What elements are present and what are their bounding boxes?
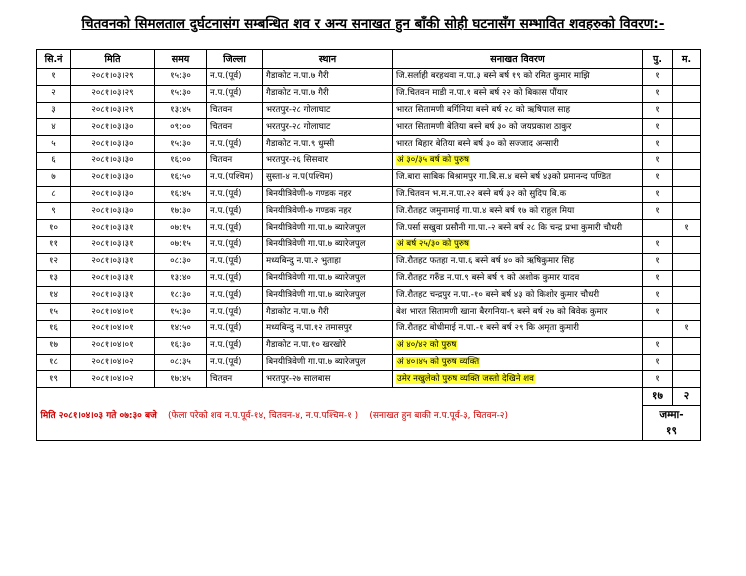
row-detail: जि.रौतहट जमुनामाई गा.पा.४ बस्ने बर्ष १७ को राहुल मिया (393, 203, 643, 220)
row-male: १ (643, 85, 673, 102)
row-date: २०८१।०४।०२ (71, 371, 155, 388)
row-place: गैडाकोट न.पा.७ गैरी (263, 304, 393, 321)
row-female (673, 371, 701, 388)
row-place: भरतपुर-२८ गोलाघाट (263, 119, 393, 136)
highlighted-detail: उमेर नखुलेको पुरुष व्यक्ति जस्तो देखिने शव (397, 373, 534, 384)
row-sn: १० (37, 220, 71, 237)
row-time: १३:४५ (155, 102, 207, 119)
row-date: २०८१।०४।०१ (71, 304, 155, 321)
table-row (37, 220, 701, 237)
row-male: १ (643, 203, 673, 220)
row-time: ०७:१५ (155, 236, 207, 253)
row-sn: १८ (37, 354, 71, 371)
row-district: चितवन (207, 119, 263, 136)
row-sn: १५ (37, 304, 71, 321)
table-row (37, 169, 701, 186)
row-female (673, 354, 701, 371)
row-detail: जि.पर्सा सखुवा प्रसौनी गा.पा.-२ बस्ने बर्ष २८ कि चन्द्र प्रभा कुमारी चौधरी (393, 220, 643, 237)
row-male: १ (643, 102, 673, 119)
table-row (37, 253, 701, 270)
row-date: २०८१।०३।३० (71, 169, 155, 186)
table-row (37, 320, 701, 337)
row-sn: १६ (37, 320, 71, 337)
row-detail: जि.बारा साबिक बिश्रामपुर गा.बि.स.४ बस्ने बर्ष ४३को प्रमानन्द पण्डित (393, 169, 643, 186)
row-date: २०८१।०४।०१ (71, 337, 155, 354)
row-time: १५:३० (155, 69, 207, 86)
row-time: १५:३० (155, 85, 207, 102)
row-place: भरतपुर-२८ गोलाघाट (263, 102, 393, 119)
row-sn: ४ (37, 119, 71, 136)
row-female (673, 152, 701, 169)
col-header-time: समय (155, 50, 207, 69)
row-female (673, 119, 701, 136)
row-date: २०८१।०३।३१ (71, 236, 155, 253)
row-place: बिनयीत्रिवेणी गा.पा.७ ब्यारेजपुल (263, 220, 393, 237)
row-date: २०८१।०३।३० (71, 136, 155, 153)
row-time: १५:३० (155, 304, 207, 321)
highlighted-detail: अं ३०/३५ बर्ष को पुरुष (397, 155, 469, 166)
row-place: बिनयीत्रिवेणी-७ गण्डक नहर (263, 186, 393, 203)
table-row (37, 203, 701, 220)
total-male: १७ (643, 388, 673, 406)
table-row (37, 371, 701, 388)
row-district: चितवन (207, 371, 263, 388)
row-male: १ (643, 169, 673, 186)
row-sn: १४ (37, 287, 71, 304)
totals-row (37, 388, 701, 406)
row-date: २०८१।०३।३० (71, 152, 155, 169)
row-sn: १ (37, 69, 71, 86)
row-date: २०८१।०३।२९ (71, 85, 155, 102)
table-row (37, 287, 701, 304)
row-time: १६:०० (155, 152, 207, 169)
row-place: मध्यबिन्दु न.पा.१२ तमासपुर (263, 320, 393, 337)
row-date: २०८१।०४।०१ (71, 320, 155, 337)
row-male: १ (643, 287, 673, 304)
row-detail: जि.रौतहट फतहा न.पा.६ बस्ने बर्ष ४० को ऋषिकुमार सिह (393, 253, 643, 270)
row-detail: भारत सितामणी बर्गिनिया बस्ने बर्ष २८ को ऋषिपाल साह (393, 102, 643, 119)
row-district: न.प.(पश्चिम) (207, 169, 263, 186)
row-detail (393, 371, 643, 388)
row-place: बिनयीत्रिवेणी गा.पा.७ ब्यारेजपुल (263, 287, 393, 304)
row-place: बिनयीत्रिवेणी-७ गण्डक नहर (263, 203, 393, 220)
highlighted-detail: अं बर्ष २५/३० को पुरुष (397, 239, 469, 250)
summary-footer (41, 408, 621, 421)
row-date: २०८१।०३।३१ (71, 253, 155, 270)
row-male: १ (643, 136, 673, 153)
row-detail: जि.रौतहट चन्द्रपुर न.पा.-१० बस्ने बर्ष ४३ को किशोर कुमार चौधरी (393, 287, 643, 304)
row-date: २०८१।०३।२९ (71, 102, 155, 119)
row-female (673, 253, 701, 270)
row-male: १ (643, 270, 673, 287)
total-female: २ (673, 388, 701, 406)
table-row (37, 85, 701, 102)
row-sn: ५ (37, 136, 71, 153)
row-date: २०८१।०३।२९ (71, 69, 155, 86)
row-place: भरतपुर-२६ सिसवार (263, 152, 393, 169)
row-male: १ (643, 186, 673, 203)
col-header-male: पु. (643, 50, 673, 69)
col-header-place: स्थान (263, 50, 393, 69)
row-detail: जि.सर्लाही बरहथवा न.पा.३ बस्ने बर्ष १९ को रमित कुमार माझि (393, 69, 643, 86)
table-row (37, 136, 701, 153)
row-male: १ (643, 371, 673, 388)
row-detail: जि.चितवन माडी न.पा.१ बस्ने बर्ष २२ को बिकास पौंयार (393, 85, 643, 102)
row-date: २०८१।०३।३१ (71, 270, 155, 287)
row-place: सुस्ता-४ न.प(पश्चिम) (263, 169, 393, 186)
row-male: १ (643, 236, 673, 253)
table-row (37, 236, 701, 253)
row-sn: ३ (37, 102, 71, 119)
col-header-district: जिल्ला (207, 50, 263, 69)
report-datetime: मिति २०८१।०४।०३ गते ०७:३० बजे (40, 411, 157, 422)
row-sn: ७ (37, 169, 71, 186)
row-time: १३:४० (155, 270, 207, 287)
row-female: १ (673, 220, 701, 237)
col-header-female: म. (673, 50, 701, 69)
document-title: चितवनको सिमलताल दुर्घटनासंग सम्बन्धित शव र अन्य सनाखत हुन बाँकी सोही घटनासँग सम्भावित शवहरुको विवरण:- (81, 16, 665, 32)
row-sn: ९ (37, 203, 71, 220)
row-detail: जि.रौतहट बोधीमाई न.पा.-१ बस्ने बर्ष २९ कि अमृता कुमारी (393, 320, 643, 337)
table-row (37, 102, 701, 119)
row-time: ०७:१५ (155, 220, 207, 237)
row-detail: भारत बिहार बेतिया बस्ने बर्ष ३० को सज्जाद अन्सारी (393, 136, 643, 153)
row-district: न.प.(पूर्व) (207, 304, 263, 321)
row-female (673, 85, 701, 102)
row-district: न.प.(पूर्व) (207, 270, 263, 287)
row-female (673, 270, 701, 287)
row-district: न.प.(पूर्व) (207, 320, 263, 337)
pending-identification-summary: (सनाखत हुन बाकी न.प.पूर्व-३, चितवन-२) (369, 411, 509, 422)
row-detail: जि.रौतहट गरुँड न.पा.९ बस्ने बर्ष ९ को अशोक कुमार यादव (393, 270, 643, 287)
grand-total-cell (643, 406, 701, 441)
row-date: २०८१।०३।३१ (71, 220, 155, 237)
row-place: गैडाकोट न.पा.१० खरखोरे (263, 337, 393, 354)
table-row (37, 270, 701, 287)
row-sn: १३ (37, 270, 71, 287)
row-district: न.प.(पूर्व) (207, 253, 263, 270)
row-male: १ (643, 152, 673, 169)
row-sn: १९ (37, 371, 71, 388)
row-district: न.प.(पूर्व) (207, 186, 263, 203)
row-female (673, 287, 701, 304)
row-district: न.प.(पूर्व) (207, 69, 263, 86)
row-time: १६:५० (155, 169, 207, 186)
col-header-detail: सनाखत विवरण (393, 50, 643, 69)
table-row (37, 69, 701, 86)
table-row (37, 304, 701, 321)
row-place: बिनयीत्रिवेणी गा.पा.७ ब्यारेजपुल (263, 354, 393, 371)
grand-total-value: १९ (666, 425, 677, 438)
row-male: १ (643, 304, 673, 321)
row-detail: जि.चितवन भ.म.न.पा.२२ बस्ने बर्ष ३२ को सुदिप बि.क (393, 186, 643, 203)
row-male: १ (643, 119, 673, 136)
highlighted-detail: अं ४०।४५ को पुरुष व्यक्ति (397, 356, 480, 367)
row-date: २०८१।०३।३१ (71, 287, 155, 304)
row-date: २०८१।०३।३० (71, 186, 155, 203)
row-male (643, 220, 673, 237)
row-female (673, 203, 701, 220)
row-time: १५:३० (155, 136, 207, 153)
row-place: बिनयीत्रिवेणी गा.पा.७ ब्यारेजपुल (263, 236, 393, 253)
row-sn: ६ (37, 152, 71, 169)
incident-table (36, 49, 701, 441)
row-time: १७:३० (155, 203, 207, 220)
row-sn: ८ (37, 186, 71, 203)
row-female: १ (673, 320, 701, 337)
row-time: १७:४५ (155, 371, 207, 388)
row-detail (393, 337, 643, 354)
row-detail (393, 236, 643, 253)
table-row (37, 354, 701, 371)
table-row (37, 119, 701, 136)
row-district: चितवन (207, 152, 263, 169)
row-sn: २ (37, 85, 71, 102)
row-time: ०९:०० (155, 119, 207, 136)
row-male (643, 320, 673, 337)
row-sn: ११ (37, 236, 71, 253)
table-row (37, 186, 701, 203)
row-time: १६:३० (155, 337, 207, 354)
row-female (673, 102, 701, 119)
table-row (37, 152, 701, 169)
row-detail (393, 354, 643, 371)
row-female (673, 169, 701, 186)
row-male: १ (643, 354, 673, 371)
row-place: गैडाकोट न.पा.७ गैरी (263, 69, 393, 86)
row-district: न.प.(पूर्व) (207, 136, 263, 153)
row-date: २०८१।०४।०२ (71, 354, 155, 371)
table-header-row (37, 50, 701, 69)
row-district: न.प.(पूर्व) (207, 236, 263, 253)
row-time: १६:४५ (155, 186, 207, 203)
row-time: १४:५० (155, 320, 207, 337)
found-bodies-summary: (फेला परेको शव न.प.पूर्व-१४, चितवन-४, न.प.पश्चिम-१ ) (167, 411, 359, 422)
row-female (673, 186, 701, 203)
row-time: १८:३० (155, 287, 207, 304)
row-district: चितवन (207, 102, 263, 119)
table-row (37, 337, 701, 354)
row-time: ०८:३५ (155, 354, 207, 371)
row-sn: १२ (37, 253, 71, 270)
row-district: न.प.(पूर्व) (207, 287, 263, 304)
col-header-sn: सि.नं (37, 50, 71, 69)
row-place: बिनयीत्रिवेणी गा.पा.७ ब्यारेजपुल (263, 270, 393, 287)
grand-total-label: जम्मा- (659, 409, 684, 422)
row-detail (393, 152, 643, 169)
row-detail: बेश भारत सितामणी खाना बैरगनिया-९ बस्ने बर्ष २७ को बिवेक कुमार (393, 304, 643, 321)
row-female (673, 69, 701, 86)
row-female (673, 304, 701, 321)
row-male: १ (643, 69, 673, 86)
col-header-date: मिति (71, 50, 155, 69)
row-female (673, 236, 701, 253)
row-district: न.प.(पूर्व) (207, 354, 263, 371)
row-place: मध्यबिन्दु न.पा.२ भुताहा (263, 253, 393, 270)
row-detail: भारत सितामणी बेतिया बस्ने बर्ष ३० को जयप्रकाश ठाकुर (393, 119, 643, 136)
row-female (673, 136, 701, 153)
row-time: ०८:३० (155, 253, 207, 270)
row-district: न.प.(पूर्व) (207, 337, 263, 354)
highlighted-detail: अं ४०/४२ को पुरुष (397, 340, 457, 351)
row-district: न.प.(पूर्व) (207, 85, 263, 102)
row-male: १ (643, 337, 673, 354)
row-female (673, 337, 701, 354)
row-male: १ (643, 253, 673, 270)
row-date: २०८१।०३।३० (71, 119, 155, 136)
row-date: २०८१।०३।३० (71, 203, 155, 220)
row-place: गैडाकोट न.पा.९ धुम्सी (263, 136, 393, 153)
row-district: न.प.(पूर्व) (207, 203, 263, 220)
row-district: न.प.(पूर्व) (207, 220, 263, 237)
row-place: गैडाकोट न.पा.७ गैरी (263, 85, 393, 102)
row-sn: १७ (37, 337, 71, 354)
row-place: भरतपुर-२७ सालबास (263, 371, 393, 388)
